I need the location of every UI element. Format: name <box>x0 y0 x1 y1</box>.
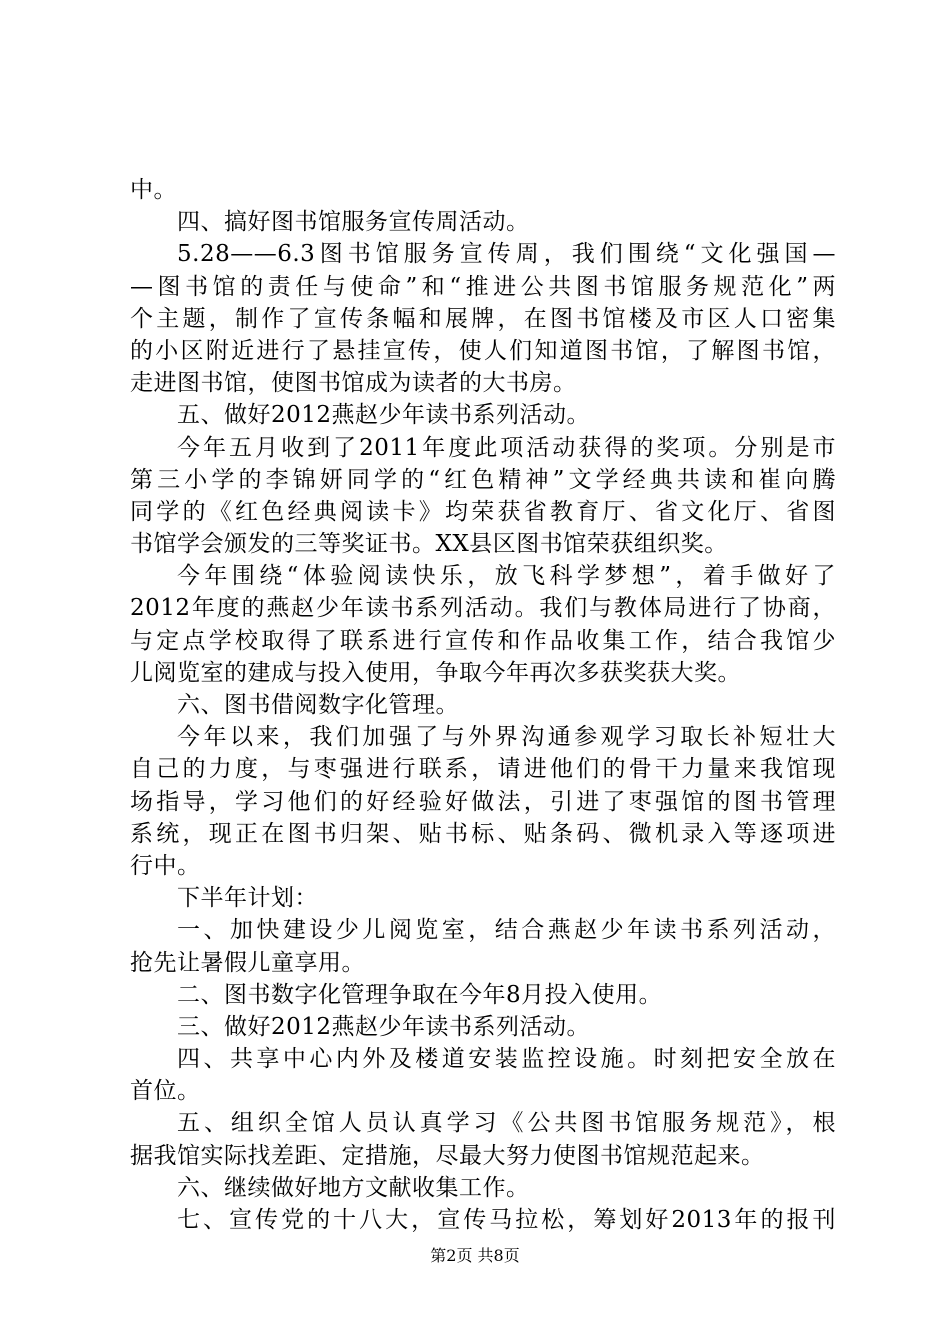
text-line: 同学的《红色经典阅读卡》均荣获省教育厅、省文化厅、省图 <box>130 498 836 525</box>
text-line: 七、宣传党的十八大，宣传马拉松，筹划好2013年的报刊 <box>177 1207 836 1233</box>
text-line: 据我馆实际找差距、定措施，尽最大努力使图书馆规范起来。 <box>130 1142 765 1169</box>
text-line: 场指导，学习他们的好经验好做法，引进了枣强馆的图书管理 <box>130 788 836 815</box>
text-line: 六、继续做好地方文献收集工作。 <box>177 1174 530 1201</box>
text-line: 第三小学的李锦妍同学的“红色精神”文学经典共读和崔向腾 <box>130 466 836 493</box>
text-line: 四、搞好图书馆服务宣传周活动。 <box>177 209 530 236</box>
text-line: 三、做好2012燕赵少年读书系列活动。 <box>177 1013 591 1040</box>
text-line: 今年以来，我们加强了与外界沟通参观学习取长补短壮大 <box>177 724 836 751</box>
text-line: 五、做好2012燕赵少年读书系列活动。 <box>177 402 591 429</box>
text-line: 一、加快建设少儿阅览室，结合燕赵少年读书系列活动， <box>177 917 836 944</box>
text-line: 四、共享中心内外及楼道安装监控设施。时刻把安全放在 <box>177 1046 836 1073</box>
text-line: 个主题，制作了宣传条幅和展牌，在图书馆楼及市区人口密集 <box>130 305 836 332</box>
text-line: —图书馆的责任与使命”和“推进公共图书馆服务规范化”两 <box>130 273 836 300</box>
text-line: 书馆学会颁发的三等奖证书。XX县区图书馆荣获组织奖。 <box>130 531 728 558</box>
text-line: 儿阅览室的建成与投入使用，争取今年再次多获奖获大奖。 <box>130 659 741 686</box>
text-line: 行中。 <box>130 852 201 879</box>
text-line: 二、图书数字化管理争取在今年8月投入使用。 <box>177 981 663 1008</box>
text-line: 六、图书借阅数字化管理。 <box>177 692 459 718</box>
text-line: 自己的力度，与枣强进行联系，请进他们的骨干力量来我馆现 <box>130 756 836 783</box>
text-line: 走进图书馆，使图书馆成为读者的大书房。 <box>130 370 577 397</box>
text-line: 2012年度的燕赵少年读书系列活动。我们与教体局进行了协商， <box>130 595 836 622</box>
text-line: 今年围绕“体验阅读快乐，放飞科学梦想”，着手做好了 <box>177 563 836 590</box>
text-line: 5.28——6.3图书馆服务宣传周，我们围绕“文化强国— <box>177 241 836 268</box>
text-line: 下半年计划： <box>177 885 318 912</box>
text-line: 五、组织全馆人员认真学习《公共图书馆服务规范》，根 <box>177 1110 836 1137</box>
text-line: 中。 <box>130 177 177 203</box>
text-line: 今年五月收到了2011年度此项活动获得的奖项。分别是市 <box>177 434 836 461</box>
document-body <box>130 174 836 1236</box>
text-line: 首位。 <box>130 1078 201 1105</box>
text-line: 抢先让暑假儿童享用。 <box>130 949 365 976</box>
text-line: 系统，现正在图书归架、贴书标、贴条码、微机录入等逐项进 <box>130 820 836 847</box>
page-footer: 第2页 共8页 <box>430 1246 520 1265</box>
text-line: 与定点学校取得了联系进行宣传和作品收集工作，结合我馆少 <box>130 627 836 654</box>
text-line: 的小区附近进行了悬挂宣传，使人们知道图书馆，了解图书馆， <box>130 337 836 364</box>
